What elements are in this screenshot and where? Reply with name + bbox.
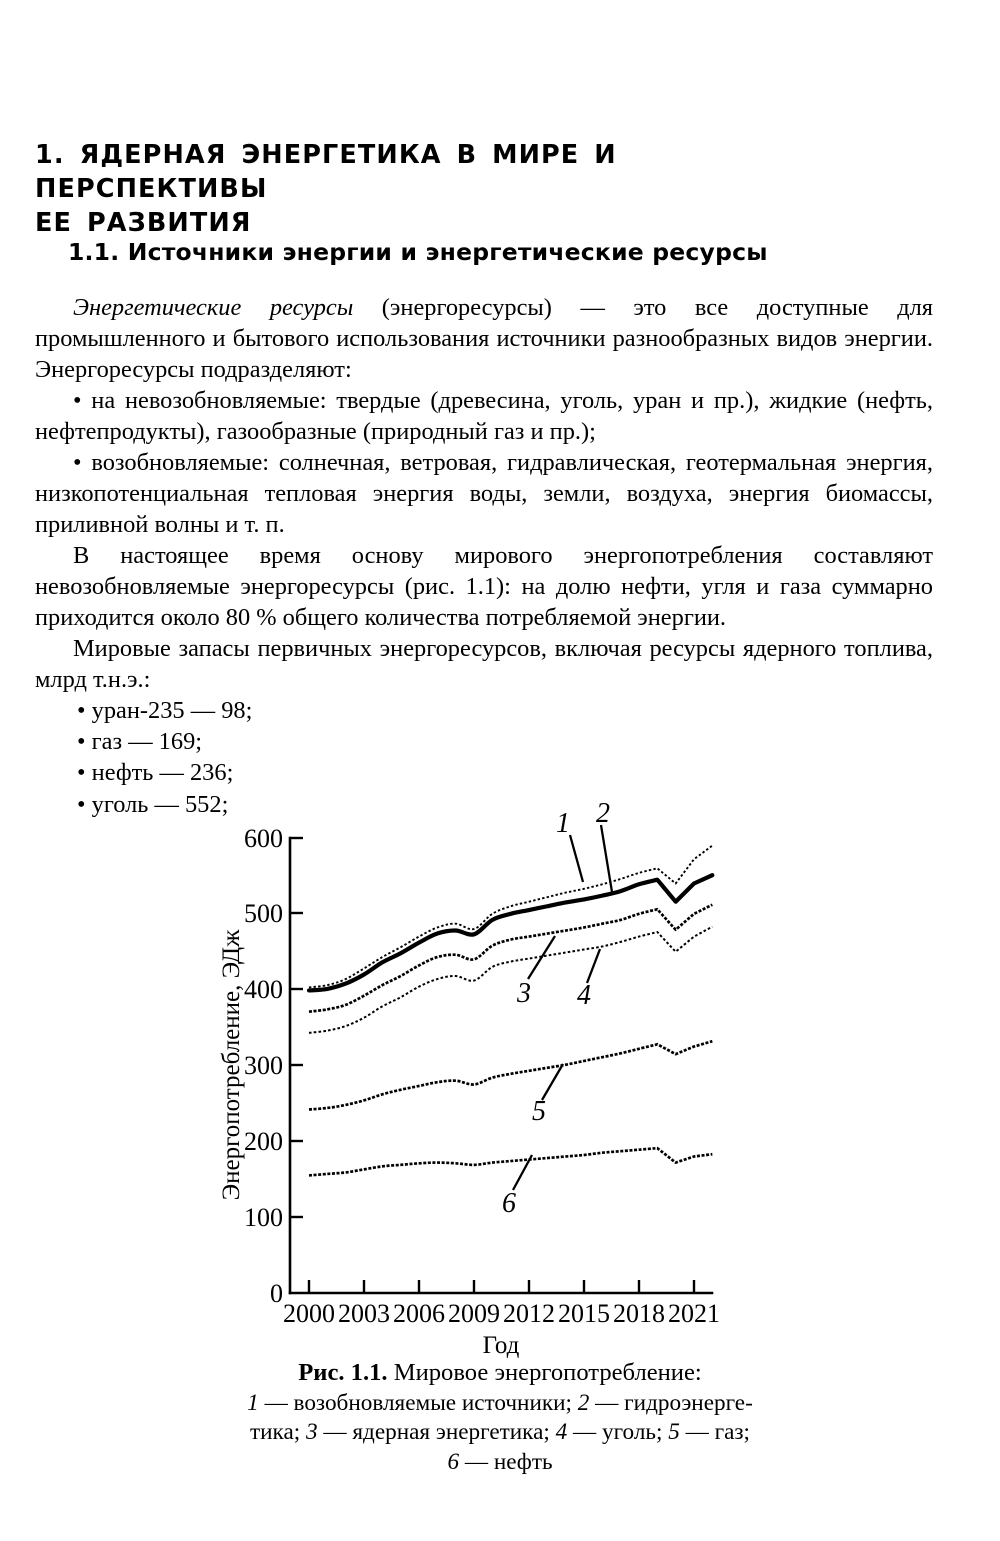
paragraph-consumption-basis <box>35 540 933 633</box>
x-tick-label: 2018 <box>613 1299 665 1328</box>
legend-text-5: — газ; <box>679 1419 750 1445</box>
x-axis-title: Год <box>482 1332 520 1359</box>
legend-marker-2: 2 <box>577 1389 590 1416</box>
legend-marker-4: 4 <box>555 1419 568 1445</box>
y-tick-label: 0 <box>270 1279 283 1308</box>
legend-marker-3: 3 <box>306 1419 318 1445</box>
paragraph-definition <box>35 292 933 385</box>
figure-title: Мировое энергопотребление: <box>387 1359 702 1386</box>
figure-caption-title <box>180 1358 820 1389</box>
x-tick-label: 2015 <box>558 1299 610 1328</box>
energy-consumption-chart <box>0 800 1000 1360</box>
leader-line-4 <box>587 949 600 983</box>
leader-line-1 <box>570 835 583 882</box>
paragraph-reserves-intro <box>35 633 933 695</box>
figure-legend-line1 <box>180 1389 820 1419</box>
x-tick-label: 2000 <box>283 1299 335 1328</box>
figure-legend-line2 <box>180 1418 820 1448</box>
x-tick-label: 2006 <box>393 1299 445 1328</box>
x-tick-label: 2012 <box>503 1299 555 1328</box>
list-item: • газ — 169; <box>77 728 203 756</box>
list-item: • уголь — 552; <box>77 790 229 818</box>
y-axis-tick-labels <box>244 824 283 1308</box>
section-title: 1.1. Источники энергии и энергетические ресурсы <box>68 238 768 266</box>
series-curve-2 <box>309 875 712 990</box>
series-curve-4 <box>309 927 712 1033</box>
list-item: • уран-235 — 98; <box>77 697 253 724</box>
paragraph-reserves-intro-text: Мировые запасы первичных энергоресурсов, включая ресурсы ядерного топлива, млрд т.н.э.: <box>35 635 933 694</box>
paragraph-renewable-text: • возобновляемые: солнечная, ветровая, гидравлическая, геотермальная энергия, низкопотенциальная тепловая энергия воды, земли, воздуха, энергия биомассы, приливной волны и т. п. <box>35 449 933 539</box>
series-curve-3 <box>309 905 712 1012</box>
y-tick-label: 200 <box>244 1127 283 1156</box>
paragraph-consumption-basis-text: В настоящее время основу мирового энергопотребления составляют невозобновляемые энергоресурсы (рис. 1.1): на долю нефти, угля и газа суммарно приходится около 80 % общего количества потребляемой энергии. <box>35 542 933 632</box>
chart-curves <box>309 846 712 1176</box>
x-axis-tick-labels <box>283 1299 720 1328</box>
x-tick-label: 2003 <box>338 1299 390 1328</box>
figure-number: Рис. 1.1. <box>298 1359 388 1386</box>
series-curve-1 <box>309 846 712 988</box>
y-tick-label: 100 <box>244 1203 283 1232</box>
legend-marker-1: 1 <box>247 1389 259 1416</box>
y-axis-title: Энергопотребление, ЭДж <box>218 929 245 1201</box>
figure-caption <box>180 1358 820 1477</box>
legend-text-3: — ядерная энергетика; <box>317 1419 556 1445</box>
legend-text-1: — возобновляемые источники; <box>258 1389 578 1416</box>
x-tick-label: 2009 <box>448 1299 500 1328</box>
chapter-title-line2: ЕЕ РАЗВИТИЯ <box>35 208 252 238</box>
leader-line-2 <box>601 825 612 892</box>
paragraph-nonrenewable-text: • на невозобновляемые: твердые (древесина, уголь, уран и пр.), жидкие (нефть, нефтепродукты), газообразные (природный газ и пр.); <box>35 387 933 446</box>
y-tick-label: 500 <box>244 899 283 928</box>
x-tick-label: 2021 <box>668 1299 720 1328</box>
legend-text-2-cont: тика; <box>250 1419 306 1445</box>
paragraph-nonrenewable <box>35 385 933 447</box>
curve-label-4: 4 <box>577 980 591 1011</box>
paragraph-renewable <box>35 447 933 540</box>
series-curve-5 <box>309 1041 712 1109</box>
legend-text-2: — гидроэнерге- <box>589 1389 753 1416</box>
x-axis-ticks <box>309 1280 694 1293</box>
term-energy-resources: Энергетические ресурсы <box>73 294 354 321</box>
paragraph-definition-text: (энергоресурсы) — это все доступные для промышленного и бытового использования источники разнообразных видов энергии. Энергоресурсы подразделяют: <box>35 294 933 384</box>
y-tick-label: 400 <box>244 975 283 1004</box>
legend-marker-6: 6 <box>447 1448 460 1475</box>
figure-legend <box>180 1389 820 1478</box>
list-item: • нефть — 236; <box>77 759 234 787</box>
curve-label-6: 6 <box>502 1188 516 1219</box>
figure-legend-line3 <box>180 1448 820 1478</box>
curve-label-3: 3 <box>517 978 531 1009</box>
legend-text-6: — нефть <box>459 1448 553 1475</box>
legend-marker-5: 5 <box>668 1419 680 1445</box>
y-axis-ticks <box>290 838 303 1217</box>
chapter-title-line1: 1. ЯДЕРНАЯ ЭНЕРГЕТИКА В МИРЕ И ПЕРСПЕКТИВЫ <box>35 140 617 204</box>
figure-1-1 <box>0 800 1000 1360</box>
y-tick-label: 300 <box>244 1051 283 1080</box>
chapter-title <box>35 138 835 240</box>
curve-label-5: 5 <box>532 1096 546 1127</box>
series-curve-6 <box>309 1148 712 1175</box>
curve-label-1: 1 <box>556 808 570 839</box>
y-tick-label: 600 <box>244 824 283 853</box>
legend-text-4: — уголь; <box>567 1419 669 1445</box>
curve-label-2: 2 <box>596 800 610 829</box>
